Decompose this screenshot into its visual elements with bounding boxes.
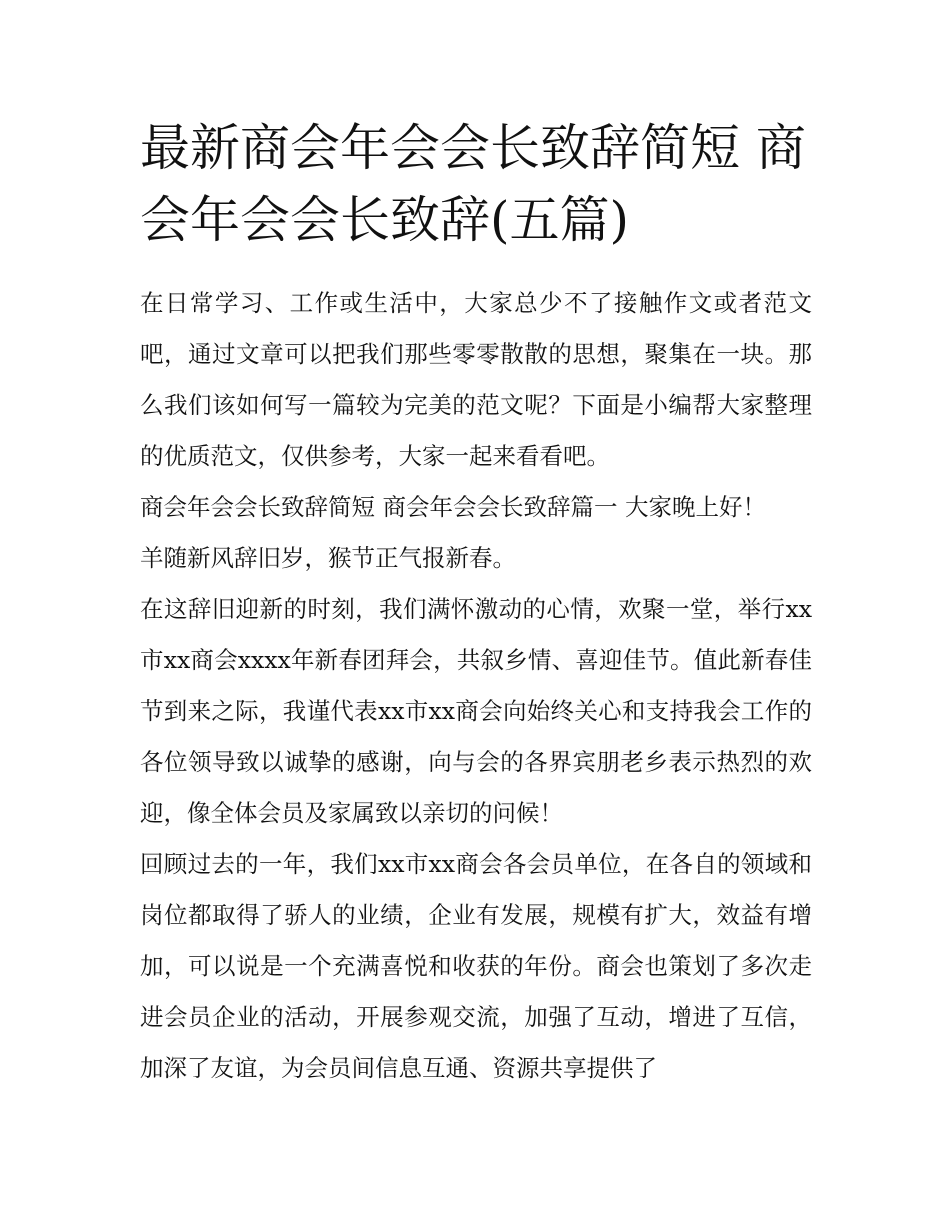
document-body [140,278,812,1094]
paragraph-greeting: 在这辞旧迎新的时刻，我们满怀激动的心情，欢聚一堂，举行xx市xx商会xxxx年新春团拜会，共叙乡情、喜迎佳节。值此新春佳节到来之际，我谨代表xx市xx商会向始终关心和支持我会工作的各位领导致以诚挚的感谢，向与会的各界宾朋老乡表示热烈的欢迎，像全体会员及家属致以亲切的问候！ [140,595,812,827]
paragraph-review: 回顾过去的一年，我们xx市xx商会各会员单位，在各自的领域和岗位都取得了骄人的业绩，企业有发展，规模有扩大，效益有增加，可以说是一个充满喜悦和收获的年份。商会也策划了多次走进会员企业的活动，开展参观交流，加强了互动，增进了互信，加深了友谊，为会员间信息互通、资源共享提供了 [140,850,812,1082]
paragraph-section-heading: 商会年会会长致辞简短 商会年会会长致辞篇一 大家晚上好！ [140,493,766,521]
paragraph-couplet: 羊随新风辞旧岁，猴节正气报新春。 [140,544,516,572]
paragraph-intro: 在日常学习、工作或生活中，大家总少不了接触作文或者范文吧，通过文章可以把我们那些零零散散的思想，聚集在一块。那么我们该如何写一篇较为完美的范文呢？下面是小编帮大家整理的优质范文，仅供参考，大家一起来看看吧。 [140,289,812,470]
document-title: 最新商会年会会长致辞简短 商会年会会长致辞(五篇) [140,119,806,249]
